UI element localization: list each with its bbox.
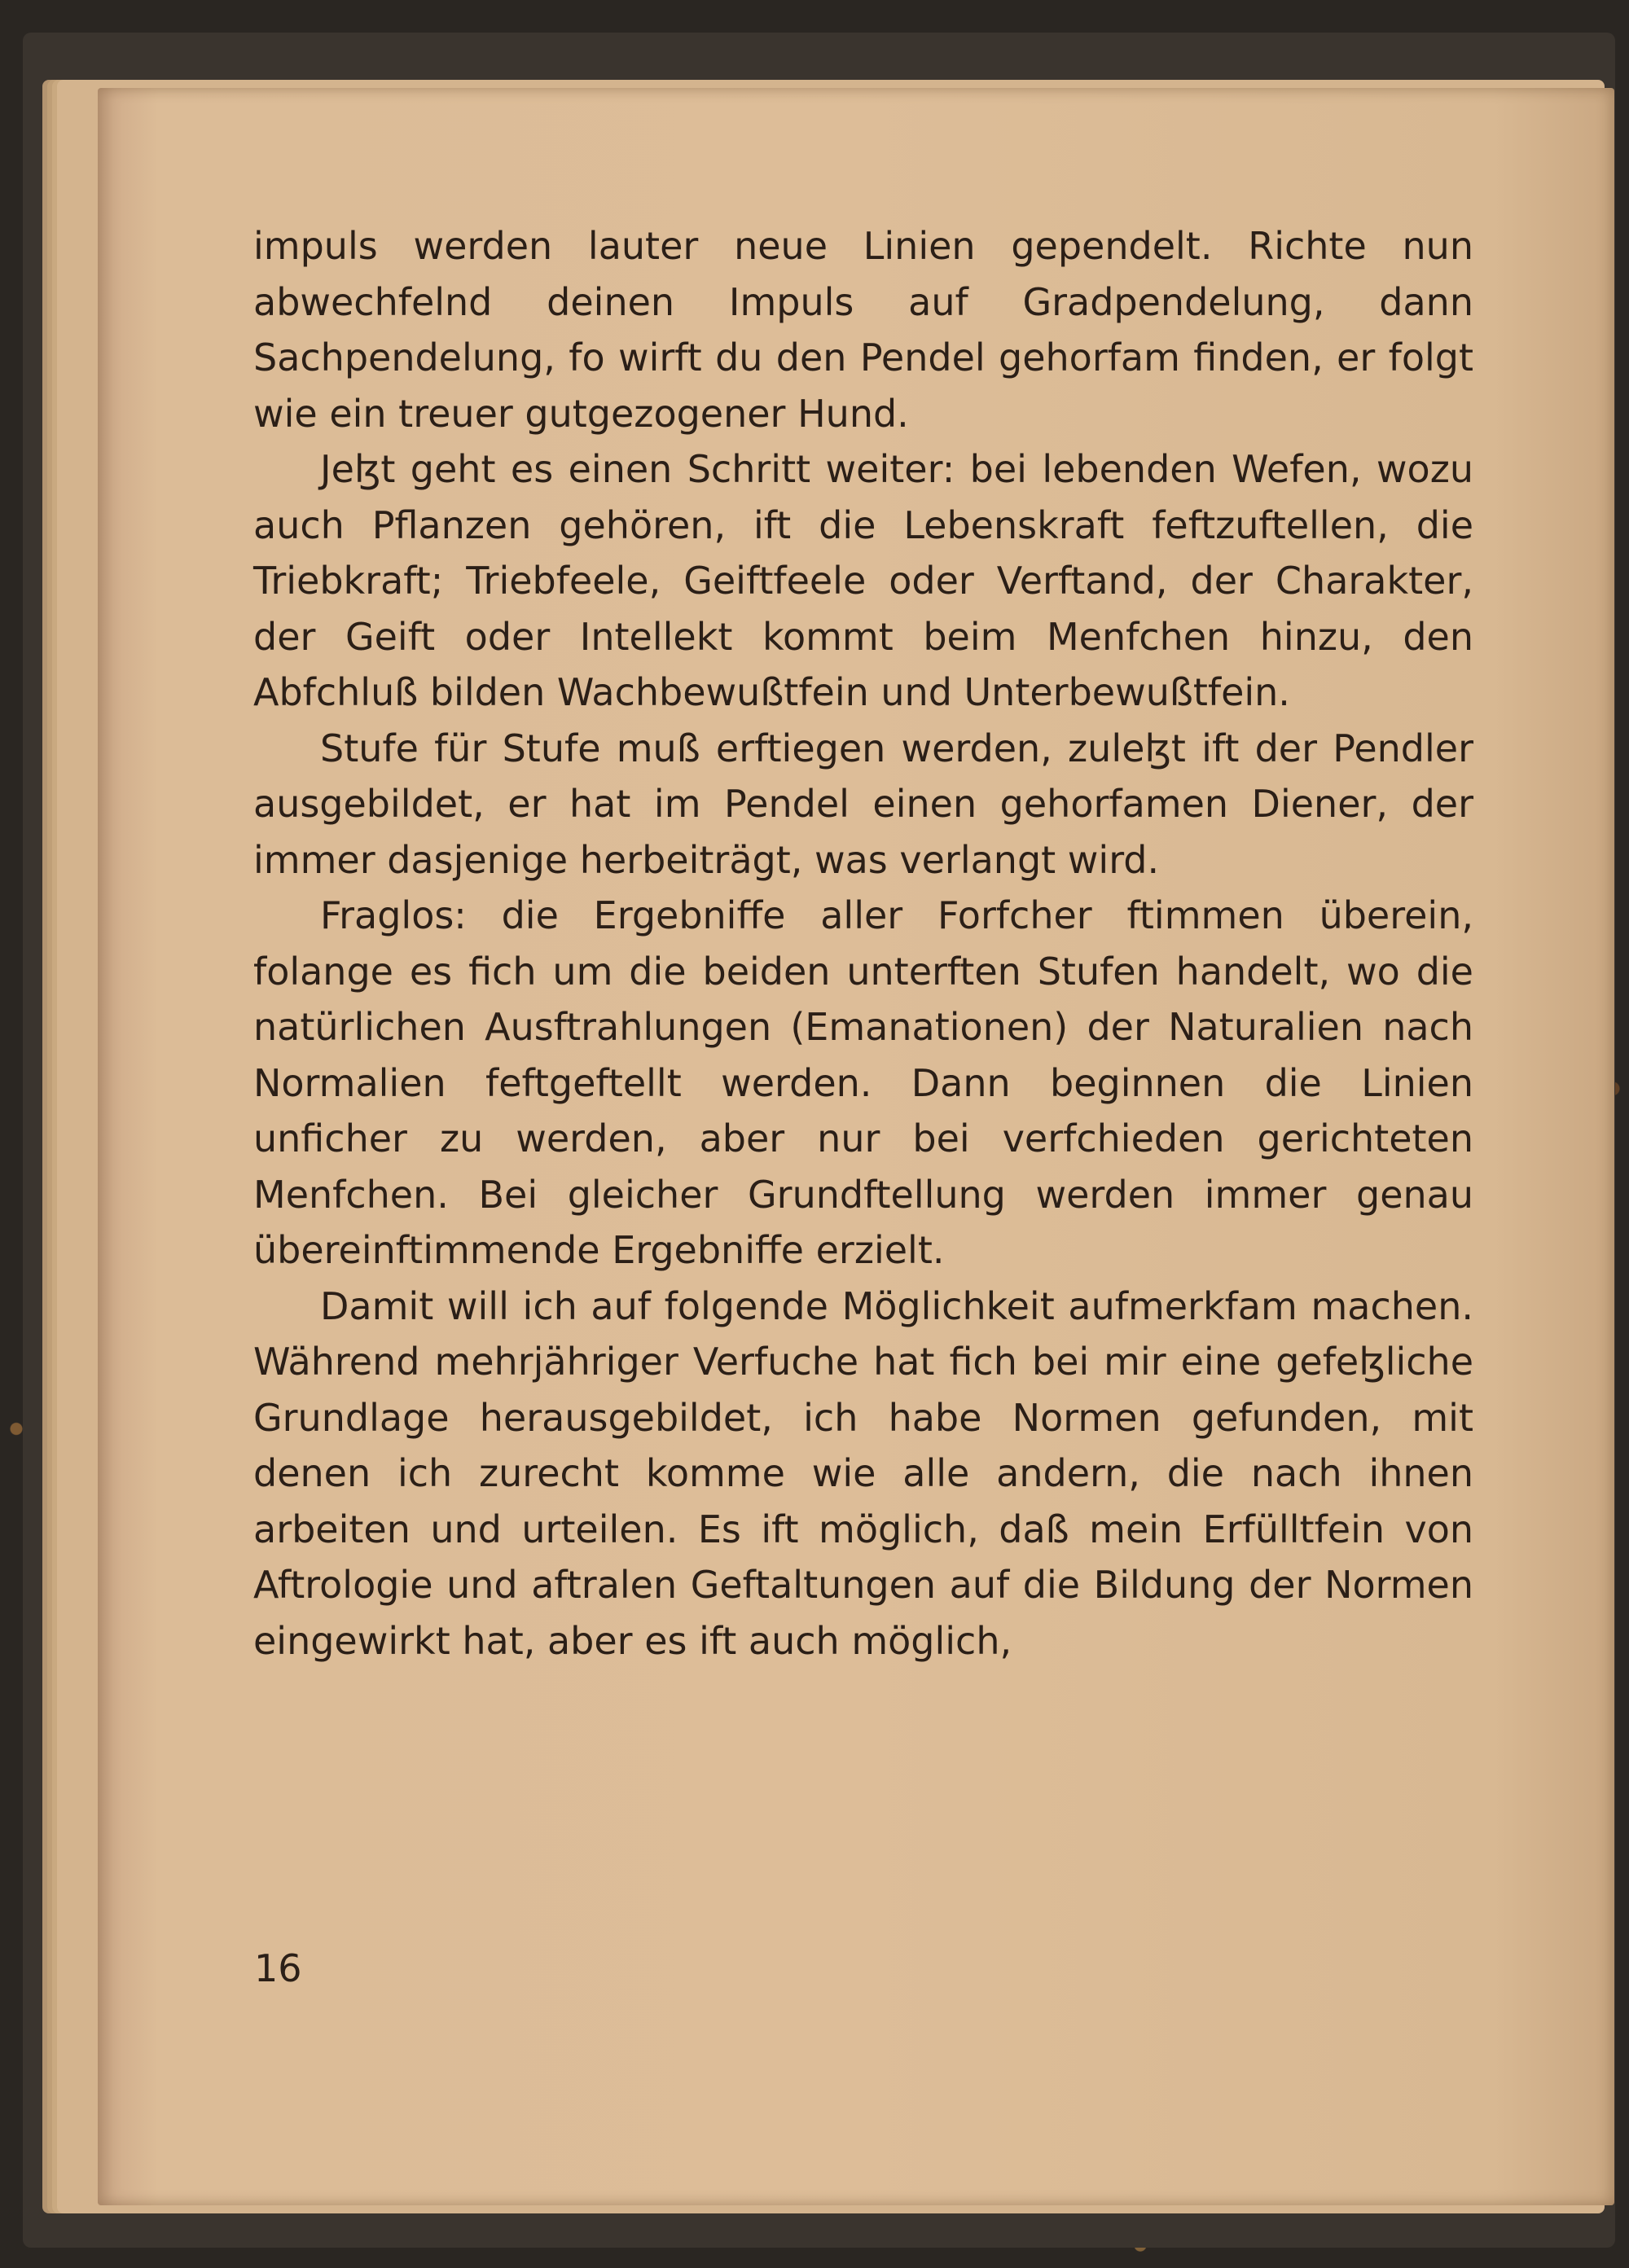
page-number: 16 bbox=[254, 1946, 302, 1990]
paragraph-1: impuls werden lauter neue Linien gependelt. Richte nun abwechfelnd deinen Impuls auf Gradpendelung, dann Sachpendelung, fo wirft du den Pendel gehorfam finden, er folgt wie ein treuer gutgezogener Hund. bbox=[253, 224, 1473, 436]
page-text bbox=[253, 218, 1473, 1669]
paragraph-4: Fraglos: die Ergebniffe aller Forfcher ftimmen überein, folange es fich um die beiden unterften Stufen handelt, wo die natürlichen Ausftrahlungen (Emanationen) der Naturalien nach Normalien feftgeftellt werden. Dann beginnen die Linien unficher zu werden, aber nur bei verfchieden gerichteten Menfchen. Bei gleicher Grundftellung werden immer genau übereinftimmende Ergebniffe erzielt. bbox=[253, 893, 1473, 1272]
paragraph-5: Damit will ich auf folgende Möglichkeit aufmerkfam machen. Während mehrjähriger Verfuche hat fich bei mir eine gefeɮliche Grundlage herausgebildet, ich habe Normen gefunden, mit denen ich zurecht komme wie alle andern, die nach ihnen arbeiten und urteilen. Es ift möglich, daß mein Erfülltfein von Aftrologie und aftralen Geftaltungen auf die Bildung der Normen eingewirkt hat, aber es ift auch möglich, bbox=[253, 1283, 1473, 1663]
paragraph-3: Stufe für Stufe muß erftiegen werden, zuleɮt ift der Pendler ausgebildet, er hat im Pendel einen gehorfamen Diener, der immer dasjenige herbeiträgt, was verlangt wird. bbox=[253, 726, 1473, 882]
paragraph-2: Jeɮt geht es einen Schritt weiter: bei lebenden Wefen, wozu auch Pflanzen gehören, ift die Lebenskraft feftzuftellen, die Triebkraft; Triebfeele, Geiftfeele oder Verftand, der Charakter, der Geift oder Intellekt kommt beim Menfchen hinzu, den Abfchluß bilden Wachbewußtfein und Unterbewußtfein. bbox=[253, 447, 1473, 714]
